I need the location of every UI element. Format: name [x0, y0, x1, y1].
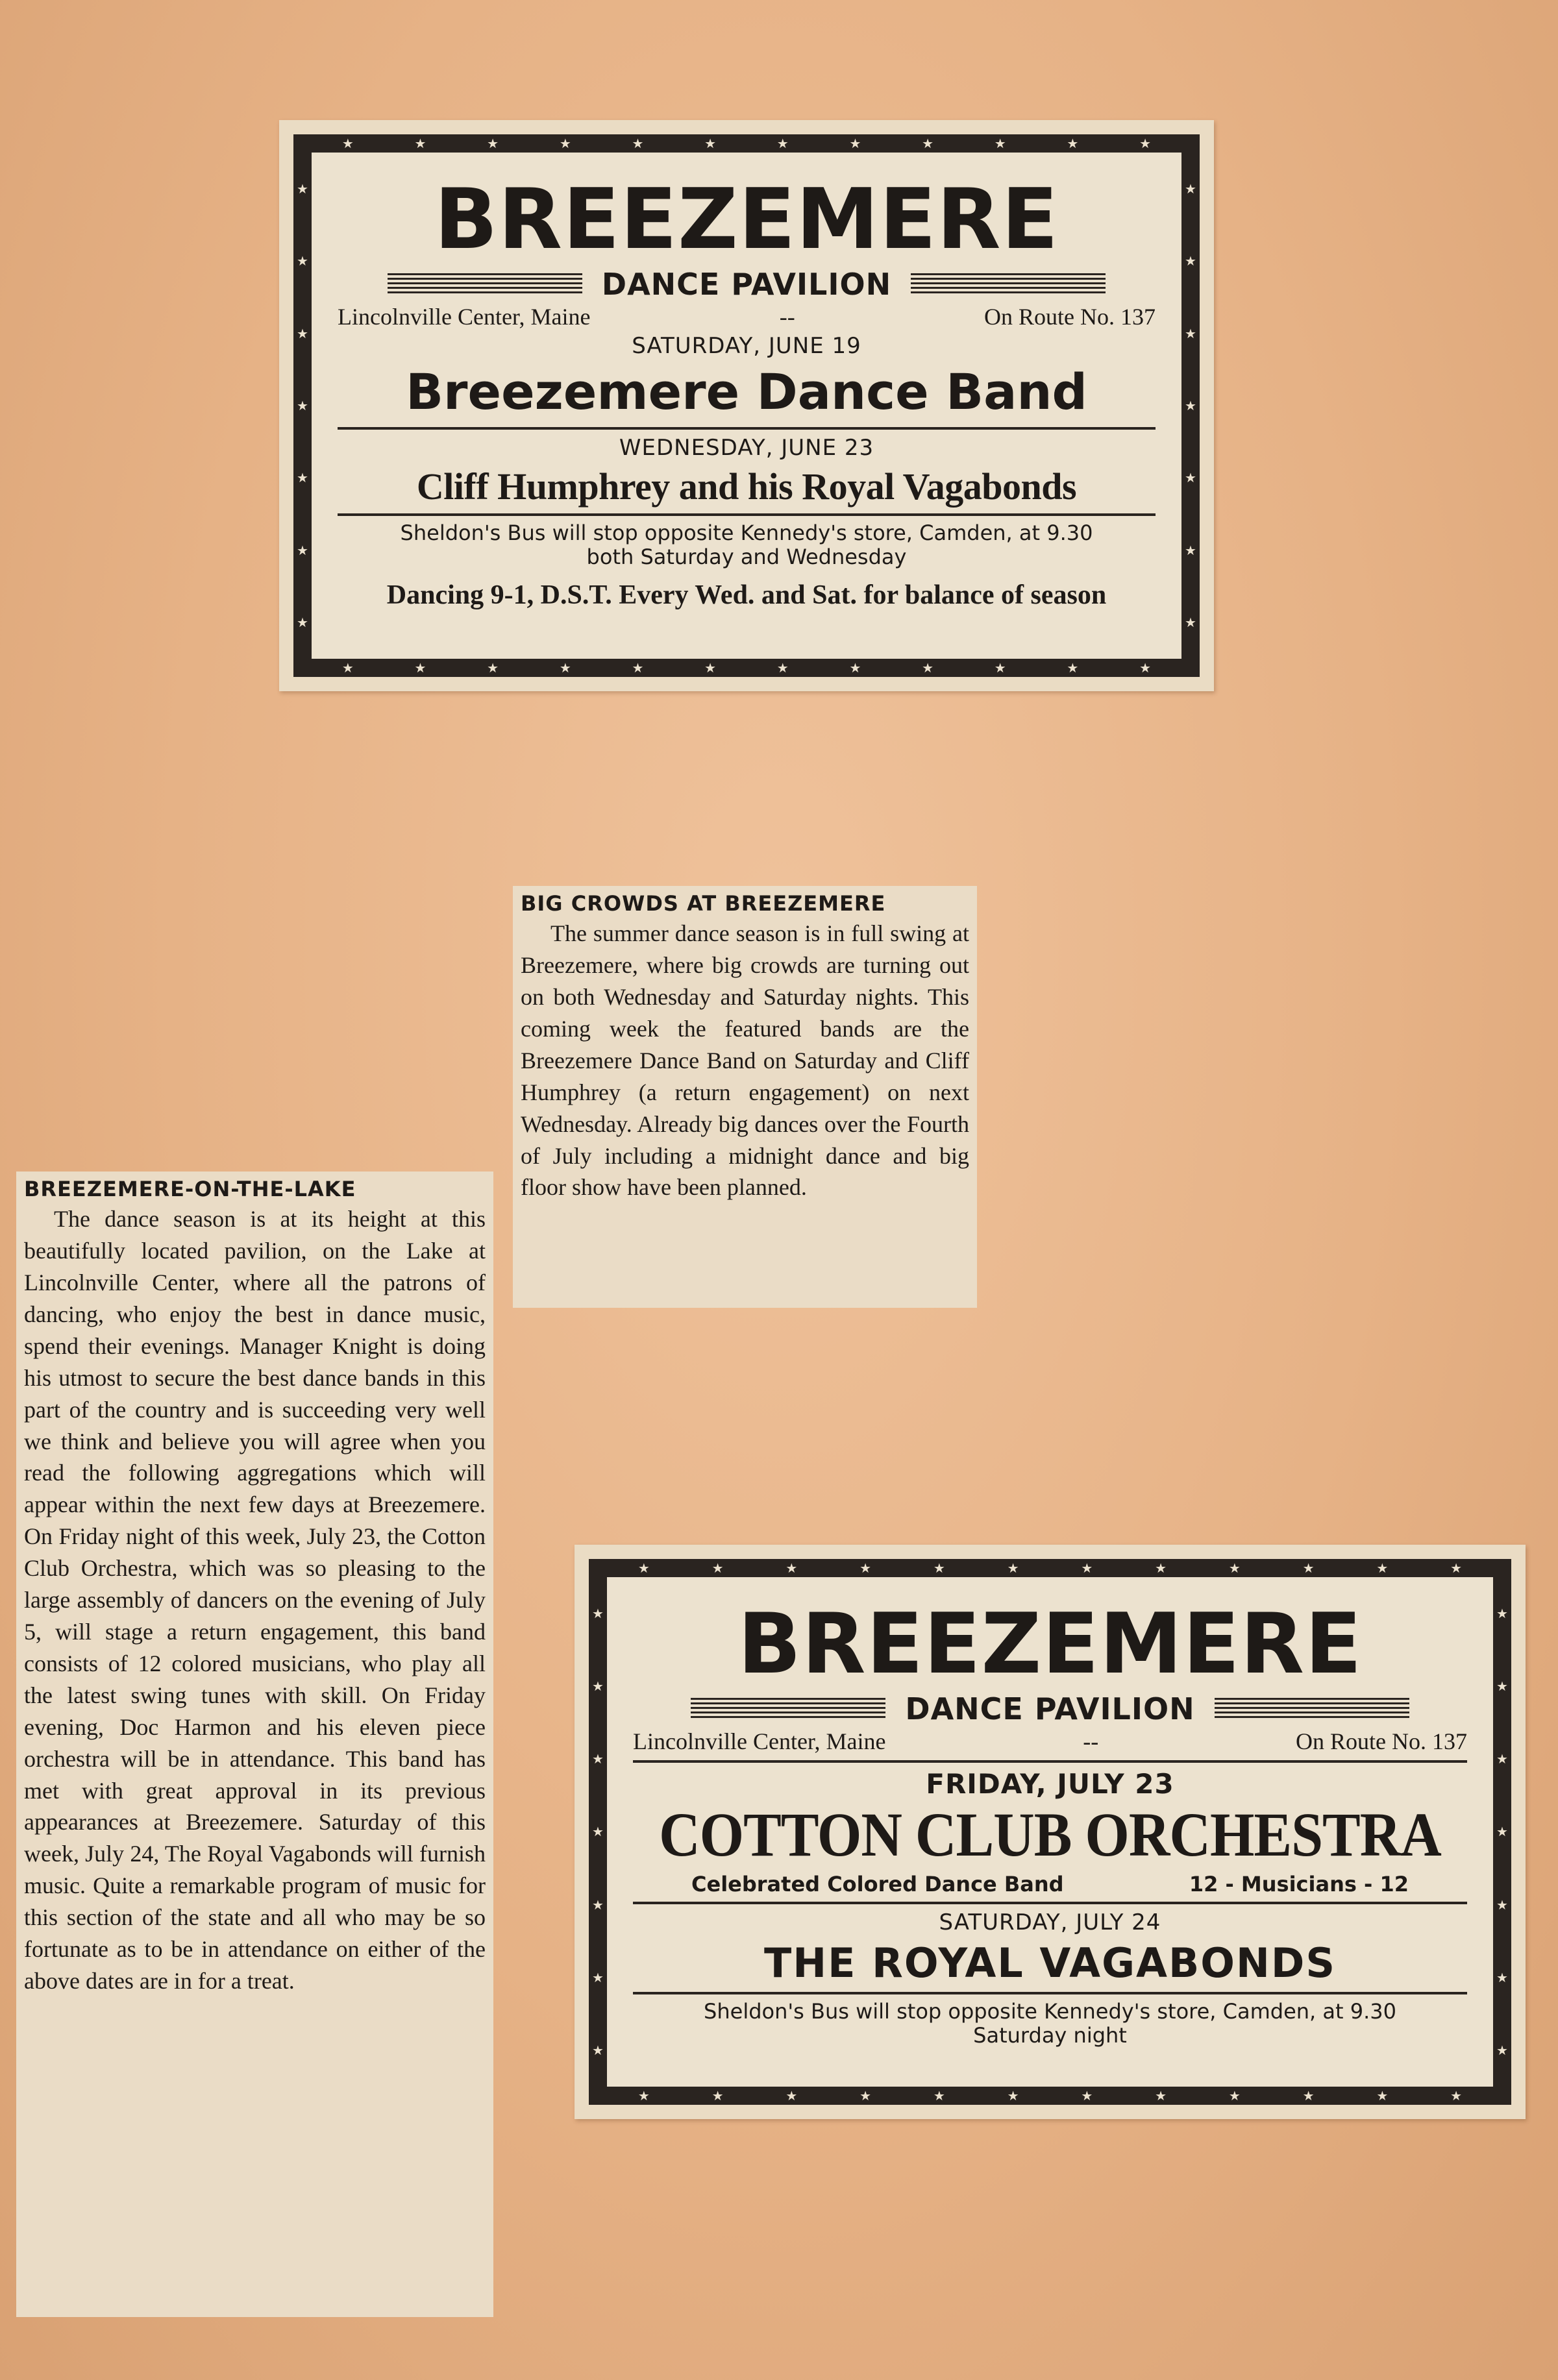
ad-bus-info: both Saturday and Wednesday — [586, 544, 907, 569]
ad-clipping-june — [279, 120, 1214, 691]
ad-brand: BREEZEMERE — [737, 1596, 1363, 1693]
ad-border — [293, 134, 1200, 677]
ad-day: FRIDAY, JULY 23 — [926, 1768, 1174, 1800]
ad-band: Breezemere Dance Band — [406, 363, 1087, 421]
ad-pavilion: DANCE PAVILION — [601, 267, 892, 302]
divider — [633, 1902, 1467, 1904]
decorative-lines — [691, 1698, 885, 1720]
ad-band: Cliff Humphrey and his Royal Vagabonds — [416, 465, 1077, 508]
star-border-icon: ★ ★ ★ ★ ★ ★ ★ ★ ★ ★ ★ ★ — [637, 2088, 1463, 2104]
ad-route: On Route No. 137 — [984, 304, 1156, 330]
ad-brand: BREEZEMERE — [434, 171, 1059, 268]
decorative-lines — [1215, 1698, 1409, 1720]
ad-day: WEDNESDAY, JUNE 23 — [619, 435, 874, 461]
star-border-icon: ★ ★ ★ ★ ★ ★ ★ ★ ★ ★ ★ ★ — [637, 1560, 1463, 1576]
ad-day: SATURDAY, JULY 24 — [939, 1909, 1161, 1935]
ad-separator: -- — [1083, 1728, 1099, 1754]
ad-location: Lincolnville Center, Maine — [338, 304, 591, 330]
article-body: The summer dance season is in full swing at Breezemere, where big crowds are turning out on both Wednesday and Saturday nights. This coming week the featured bands are the Breezemere Dance Band on Saturday and Cliff Humphrey (a return engagement) on next Wednesday. Already big dances over the Fourth of July including a midnight dance and big floor show have been planned. — [521, 920, 969, 1201]
star-border-icon: ★ ★ ★ ★ ★ ★ ★ — [1496, 1606, 1508, 2058]
star-border-icon: ★ ★ ★ ★ ★ ★ ★ — [297, 180, 308, 631]
ad-band-count: 12 - Musicians - 12 — [1189, 1872, 1409, 1896]
article-breezemere-on-the-lake — [16, 1172, 493, 2317]
ad-bus-info: Sheldon's Bus will stop opposite Kennedy's store, Camden, at 9.30 — [704, 1999, 1396, 2024]
ad-band-description: Celebrated Colored Dance Band — [691, 1872, 1064, 1896]
star-border-icon: ★ ★ ★ ★ ★ ★ ★ ★ ★ ★ ★ ★ — [341, 660, 1152, 676]
star-border-icon: ★ ★ ★ ★ ★ ★ ★ — [1185, 180, 1196, 631]
ad-clipping-july — [575, 1545, 1526, 2119]
ad-pavilion: DANCE PAVILION — [905, 1691, 1195, 1726]
decorative-lines — [388, 273, 582, 295]
ad-hours: Dancing 9-1, D.S.T. Every Wed. and Sat. for balance of season — [386, 580, 1107, 610]
article-big-crowds — [513, 886, 977, 1308]
ad-band: COTTON CLUB ORCHESTRA — [659, 1800, 1441, 1870]
ad-border — [589, 1559, 1511, 2105]
star-border-icon: ★ ★ ★ ★ ★ ★ ★ — [592, 1606, 604, 2058]
divider — [633, 1760, 1467, 1763]
article-headline: BREEZEMERE-ON-THE-LAKE — [24, 1177, 356, 1201]
article-headline: BIG CROWDS AT BREEZEMERE — [521, 891, 886, 916]
ad-bus-info: Saturday night — [973, 2022, 1127, 2048]
ad-location: Lincolnville Center, Maine — [633, 1728, 886, 1754]
ad-route: On Route No. 137 — [1296, 1728, 1467, 1754]
decorative-lines — [911, 273, 1106, 295]
divider — [338, 513, 1156, 516]
star-border-icon: ★ ★ ★ ★ ★ ★ ★ ★ ★ ★ ★ ★ — [341, 136, 1152, 151]
article-body: The dance season is at its height at this beautifully located pavilion, on the Lake at Lincolnville Center, where all the patrons of dancing, who enjoy the best in dance music, spend their evenings. Manager Knight is doing his utmost to secure the best dance bands in this part of the country and is succeeding very well we think and believe you will agree when you read the following aggregations which will appear within the next few days at Breezemere. On Friday night of this week, July 23, the Cotton Club Orchestra, which was so pleasing to the large assembly of dancers on the evening of July 5, will stage a return engagement, this band consists of 12 colored musicians, who play all the latest swing tunes with skill. On Friday evening, Doc Harmon and his eleven piece orchestra will be in attendance. This band has met with great approval in its previous appearances at Breezemere. Saturday of this week, July 24, The Royal Vagabonds will furnish music. Quite a remarkable program of music for this section of the state and all who may be so fortunate as to be in attendance on either of the above dates are in for a treat. — [24, 1206, 486, 1994]
divider — [338, 427, 1156, 430]
ad-day: SATURDAY, JUNE 19 — [632, 333, 861, 359]
divider — [633, 1992, 1467, 1994]
ad-bus-info: Sheldon's Bus will stop opposite Kennedy's store, Camden, at 9.30 — [400, 521, 1093, 545]
ad-separator: -- — [779, 304, 795, 330]
ad-band: THE ROYAL VAGABONDS — [764, 1939, 1336, 1987]
